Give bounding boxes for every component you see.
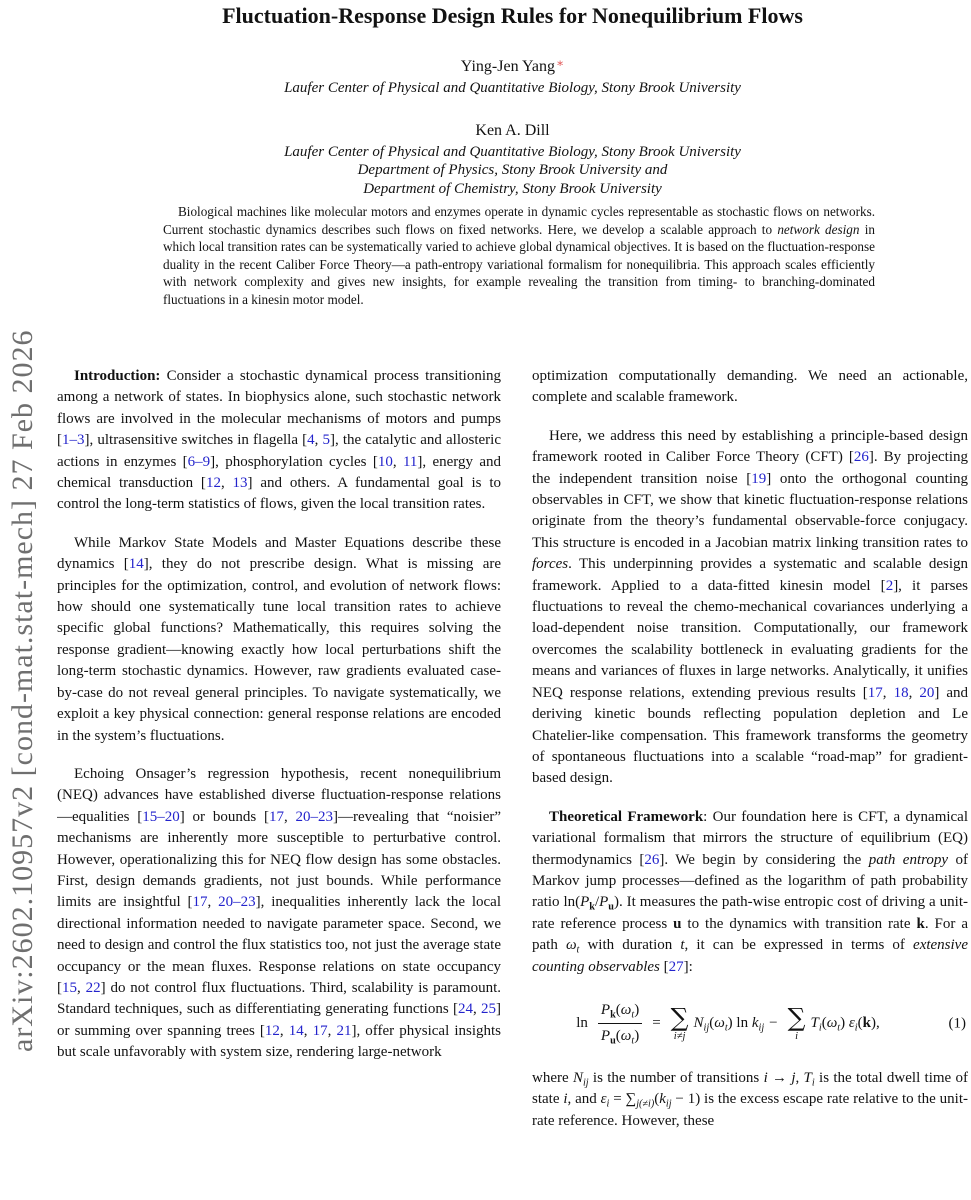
paragraph-continuation bbox=[532, 366, 968, 409]
text-segment: , and bbox=[567, 1091, 601, 1108]
text-segment: Consider a stochastic dynamical process transitioning among a network of states. In biophysics alone, such stochastic network flows are involved in the molecular mechanisms of motors and pumps [ bbox=[57, 368, 501, 449]
text-segment: ) bbox=[634, 1028, 640, 1045]
citation-link[interactable]: 17 bbox=[312, 1022, 328, 1039]
citation-link[interactable]: 11 bbox=[402, 453, 418, 470]
text-segment: is the number of transitions bbox=[588, 1069, 764, 1086]
text-segment: forces bbox=[532, 556, 569, 573]
abstract bbox=[163, 203, 875, 309]
text-segment: with duration bbox=[579, 937, 681, 954]
equals-sign: = bbox=[652, 1015, 661, 1032]
citation-link[interactable]: 15 bbox=[62, 979, 77, 996]
affiliation-line: Laufer Center of Physical and Quantitative Biology, Stony Brook University bbox=[284, 143, 741, 160]
text-segment: ( bbox=[615, 1028, 621, 1045]
author-name-1 bbox=[57, 54, 968, 76]
author-block-2 bbox=[57, 122, 968, 199]
citation-link[interactable]: 2 bbox=[885, 577, 894, 594]
text-segment: ( bbox=[654, 1091, 660, 1108]
citation-link[interactable]: 13 bbox=[232, 475, 248, 492]
text-segment: = ∑ bbox=[609, 1091, 637, 1108]
citation-link[interactable]: 10 bbox=[377, 453, 393, 470]
text-segment: is the total dwell time of state bbox=[532, 1069, 968, 1108]
citation-link[interactable]: 21 bbox=[336, 1022, 352, 1039]
text-segment: Theoretical Framework bbox=[549, 808, 704, 825]
text-segment: t bbox=[576, 944, 580, 956]
text-segment: j(≠i) bbox=[636, 1098, 655, 1110]
text-segment: u bbox=[610, 1035, 616, 1047]
citation-link[interactable]: 12 bbox=[205, 475, 221, 492]
text-segment: ( bbox=[615, 1002, 621, 1019]
text-segment: N bbox=[693, 1015, 704, 1032]
paragraph-after-equation bbox=[532, 1068, 968, 1132]
text-segment: , bbox=[392, 453, 403, 470]
author-name-text: Ying-Jen Yang bbox=[460, 58, 556, 75]
text-segment: , bbox=[327, 1022, 337, 1039]
author-footnote-mark[interactable]: ∗ bbox=[556, 56, 565, 70]
text-segment: , bbox=[279, 1022, 289, 1039]
text-segment: [ bbox=[659, 958, 669, 975]
text-segment: ω bbox=[826, 1015, 838, 1032]
text-segment: t bbox=[631, 1035, 635, 1047]
affiliation-line: Department of Chemistry, Stony Brook University bbox=[363, 180, 662, 197]
left-column bbox=[57, 366, 501, 1200]
paragraph bbox=[57, 764, 501, 1064]
summation-2 bbox=[788, 1005, 806, 1043]
citation-link[interactable]: 17 bbox=[867, 684, 883, 701]
citation-link[interactable]: 14 bbox=[128, 556, 144, 573]
author-block-1 bbox=[57, 54, 968, 98]
right-column bbox=[532, 366, 968, 1200]
text-segment: t bbox=[631, 1009, 635, 1021]
text-segment: ]. By projecting the independent transition noise [ bbox=[532, 449, 968, 487]
text-segment: ( bbox=[857, 1015, 863, 1032]
fraction-denominator bbox=[598, 1024, 642, 1047]
citation-link[interactable]: 18 bbox=[893, 684, 909, 701]
citation-link[interactable]: 22 bbox=[85, 979, 101, 996]
text-segment: t bbox=[724, 1022, 728, 1034]
text-segment: , bbox=[882, 684, 894, 701]
text-segment: ]: bbox=[683, 958, 693, 975]
citation-link[interactable]: 1–3 bbox=[62, 432, 85, 449]
author-name-2: Ken A. Dill bbox=[475, 121, 550, 139]
text-segment: k bbox=[589, 901, 595, 913]
text-segment: Introduction: bbox=[74, 368, 161, 384]
equation-term-2 bbox=[811, 1013, 880, 1034]
text-segment: , bbox=[795, 1069, 804, 1086]
text-segment: of Markov jump processes—defined as the logarithm of path probability ratio ln( bbox=[532, 851, 968, 911]
text-segment: ], the catalytic and allosteric actions in enzymes [ bbox=[57, 432, 501, 470]
citation-link[interactable]: 26 bbox=[644, 851, 660, 868]
text-segment: i bbox=[818, 1022, 822, 1034]
citation-link[interactable]: 19 bbox=[751, 470, 767, 487]
text-segment: k bbox=[659, 1091, 666, 1108]
text-segment: ij bbox=[582, 1077, 589, 1089]
text-segment: P bbox=[600, 1028, 611, 1045]
text-segment: , bbox=[77, 979, 86, 996]
text-segment: u bbox=[608, 901, 614, 913]
citation-link[interactable]: 20–23 bbox=[295, 808, 333, 825]
text-segment: While Markov State Models and Master Equations describe these dynamics [ bbox=[57, 534, 501, 573]
text-segment: , bbox=[908, 684, 920, 701]
text-segment: k bbox=[916, 915, 925, 932]
text-segment: ( bbox=[821, 1015, 827, 1032]
text-segment: t bbox=[837, 1022, 841, 1034]
text-segment: t bbox=[680, 937, 685, 954]
text-segment: ) ln bbox=[727, 1015, 752, 1032]
paper-header bbox=[57, 0, 968, 198]
text-segment: P bbox=[580, 894, 590, 911]
minus-sign: − bbox=[769, 1015, 778, 1032]
equation-ln: ln bbox=[576, 1015, 588, 1032]
paragraph bbox=[57, 533, 501, 747]
text-segment: ) bbox=[634, 1002, 640, 1019]
citation-link[interactable]: 14 bbox=[288, 1022, 304, 1039]
citation-link[interactable]: 17 bbox=[192, 894, 208, 911]
citation-link[interactable]: 17 bbox=[268, 808, 284, 825]
text-segment: ] or bounds [ bbox=[179, 808, 269, 825]
text-segment: Here, we address this need by establishing a principle-based design framework rooted in Caliber Force Theory (CFT) [ bbox=[532, 427, 968, 466]
citation-link[interactable]: 6–9 bbox=[187, 453, 211, 470]
text-segment: ], they do not prescribe design. What is missing are principles for the optimization, control, and evolution of network flows: how should one systematically tune local transition rates to achieve specific global functions? Mathematically, this requires solving the response gradient—knowing exactly how local perturbations shift the long-term stochastic dynamics. However, raw gradients evaluated case-by-case do not reveal general principles. To navigate systematically, we exploit a key physical connection: general response relations are encoded in the system’s fluctuations. bbox=[57, 556, 502, 744]
paragraph-introduction bbox=[57, 366, 501, 516]
equation-fraction bbox=[598, 1000, 642, 1048]
text-segment: ], ultrasensitive switches in flagella [ bbox=[84, 432, 308, 449]
text-segment: . This underpinning provides a systematic and scalable design framework. Applied to a data-fitted kinesin model [ bbox=[532, 556, 968, 594]
text-segment: T bbox=[803, 1069, 812, 1086]
text-segment: , bbox=[314, 432, 323, 449]
text-segment: i bbox=[763, 1069, 768, 1086]
text-segment: ) bbox=[840, 1015, 849, 1032]
text-segment: T bbox=[810, 1015, 819, 1032]
text-segment: . For a path bbox=[532, 915, 968, 954]
text-segment: ω bbox=[714, 1015, 725, 1032]
text-segment: ]—revealing that “noisier” mechanisms are inherently more susceptible to perturbative control. However, operationalizing this for NEQ flow design has some obstacles. First, design demands gradients, not just bounds. While performance limits are insightful [ bbox=[57, 808, 502, 911]
text-segment: , bbox=[472, 1001, 482, 1018]
citation-link[interactable]: 20–23 bbox=[218, 894, 256, 911]
citation-link[interactable]: 5 bbox=[322, 432, 330, 449]
text-segment: where bbox=[532, 1069, 573, 1086]
text-segment: u bbox=[673, 915, 682, 932]
text-segment: ], energy and chemical transduction [ bbox=[57, 453, 501, 492]
text-segment: , it can be expressed in terms of bbox=[684, 937, 914, 954]
affiliation-line: Laufer Center of Physical and Quantitative Biology, Stony Brook University bbox=[284, 80, 741, 96]
text-segment: N bbox=[572, 1069, 583, 1086]
text-segment: i bbox=[811, 1077, 815, 1089]
citation-link[interactable]: 24 bbox=[457, 1001, 473, 1018]
paragraph bbox=[532, 426, 968, 790]
text-segment: / bbox=[594, 894, 600, 911]
text-segment: ] and others. A fundamental goal is to control the long-term statistics of flows, given the local transition rates. bbox=[57, 475, 501, 513]
sigma-symbol: ∑ bbox=[670, 1003, 689, 1033]
summation-limits: i bbox=[795, 1031, 799, 1043]
arxiv-watermark: arXiv:2602.10957v2 [cond-mat.stat-mech] 27 Feb 2026 bbox=[6, 329, 39, 1052]
text-segment: i bbox=[563, 1091, 568, 1108]
citation-link[interactable]: 25 bbox=[481, 1001, 497, 1018]
paragraph-theoretical-framework bbox=[532, 807, 968, 978]
two-column-body bbox=[57, 366, 968, 1200]
text-segment: ij bbox=[665, 1098, 672, 1110]
text-segment: , bbox=[303, 1022, 313, 1039]
text-segment: in which local transition rates can be systematically varied to achieve global dynamical objectives. It is based on the fluctuation-response duality in the recent Caliber Force Theory—a path-entropy variational formalism for nonequilibria. This approach scales efficiently with network complexity and gives new insights, for example revealing the transition from timing- to branching-dominated fluctuations in a kinesin motor model. bbox=[163, 221, 875, 307]
text-segment: ). It measures the path-wise entropic cost of driving a unit-rate reference process bbox=[532, 894, 968, 932]
citation-link[interactable]: 20 bbox=[919, 684, 935, 701]
text-segment: ], phosphorylation cycles [ bbox=[210, 453, 378, 470]
sigma-symbol: ∑ bbox=[787, 1003, 806, 1033]
text-segment: extensive counting observables bbox=[532, 937, 968, 975]
text-segment: k bbox=[610, 1009, 616, 1021]
fraction-numerator bbox=[598, 1000, 642, 1024]
text-segment: ] and deriving kinetic bounds reflecting population depletion and Le Chatelier-like compensation. This framework transforms the geometry of spontaneous fluctuations into a scalable “road-map” for gradient-based design. bbox=[532, 684, 968, 787]
text-segment: network design bbox=[777, 221, 860, 237]
text-segment: Biological machines like molecular motors and enzymes operate in dynamic cycles representable as stochastic flows on networks. Current stochastic dynamics describes such flows on fixed networks. Here, we develop a scalable approach to bbox=[163, 204, 875, 237]
paper-title: Fluctuation-Response Design Rules for Nonequilibrium Flows bbox=[222, 3, 803, 28]
text-segment: → bbox=[767, 1069, 792, 1086]
text-segment: ε bbox=[848, 1015, 855, 1032]
text-segment: j bbox=[791, 1069, 796, 1086]
citation-link[interactable]: 15–20 bbox=[142, 808, 180, 825]
equation-1 bbox=[532, 995, 968, 1053]
text-segment: ω bbox=[620, 1002, 632, 1019]
text-segment: ], offer physical insights but scale unfavorably with system size, rendering large-network bbox=[57, 1022, 502, 1061]
text-segment: ]. We begin by considering the bbox=[659, 851, 869, 868]
text-segment: , bbox=[220, 475, 233, 492]
affiliation-line: Department of Physics, Stony Brook University and bbox=[357, 162, 668, 178]
text-segment: ] or summing over spanning trees [ bbox=[57, 1001, 502, 1039]
text-segment: − 1) is the excess escape rate relative to the unit-rate reference. However, these bbox=[532, 1091, 968, 1129]
citation-link[interactable]: 12 bbox=[264, 1022, 280, 1039]
equation-term-1 bbox=[694, 1013, 765, 1034]
text-segment: ], it parses fluctuations to reveal the chemo-mechanical covariances underlying a load-dependent noise transition. Computationally, our framework overcomes the scalability bottleneck in evaluating gradients for the means and variances of fluxes in large networks. Analytically, it unifies NEQ response relations, extending previous results [ bbox=[532, 577, 968, 701]
text-segment: optimization computationally demanding. We need an actionable, complete and scalable framework. bbox=[532, 368, 968, 406]
text-segment: ω bbox=[565, 937, 577, 954]
summation-limits: i≠j bbox=[673, 1031, 686, 1043]
text-segment: , bbox=[207, 894, 219, 911]
text-segment: ε bbox=[600, 1091, 607, 1108]
text-segment: to the dynamics with transition rate bbox=[681, 915, 917, 932]
text-segment: , bbox=[283, 808, 296, 825]
text-segment: i bbox=[854, 1022, 858, 1034]
equation-number: (1) bbox=[948, 1015, 966, 1032]
text-segment: ], inequalities inherently lack the local directional information needed to navigate parameter space. Second, we need to design and control the flux statistics too, not just the average state occupancy or the mean fluxes. Response relations on state occupancy [ bbox=[57, 894, 501, 996]
text-segment: ω bbox=[620, 1028, 632, 1045]
text-segment: path entropy bbox=[868, 851, 949, 868]
summation-1 bbox=[671, 1005, 689, 1043]
text-segment: Echoing Onsager’s regression hypothesis, recent nonequilibrium (NEQ) advances have established diverse fluctuation-response relations—equalities [ bbox=[57, 765, 501, 825]
text-segment: k bbox=[862, 1015, 871, 1032]
text-segment: ij bbox=[758, 1022, 765, 1034]
text-segment: ij bbox=[703, 1022, 710, 1034]
citation-link[interactable]: 26 bbox=[853, 449, 869, 466]
text-segment: i bbox=[606, 1098, 610, 1110]
text-segment: ( bbox=[709, 1015, 715, 1032]
text-segment: : Our foundation here is CFT, a dynamical variational formalism that mirrors the structure of equilibrium (EQ) thermodynamics [ bbox=[532, 808, 968, 868]
text-segment: P bbox=[599, 894, 609, 911]
text-segment: ), bbox=[870, 1015, 880, 1032]
citation-link[interactable]: 27 bbox=[668, 958, 684, 975]
text-segment: ] do not control flux fluctuations. Third, scalability is paramount. Standard techniques, such as differentiating generating functions [ bbox=[57, 979, 502, 1018]
text-segment: ] onto the orthogonal counting observables in CFT, we show that kinetic fluctuation-response relations originate from the theory’s fundamental observable-force conjugacy. This structure is encoded in a Jacobian matrix linking transition rates to bbox=[532, 470, 968, 551]
text-segment: k bbox=[751, 1015, 759, 1032]
text-segment: P bbox=[600, 1002, 611, 1019]
citation-link[interactable]: 4 bbox=[307, 432, 315, 449]
